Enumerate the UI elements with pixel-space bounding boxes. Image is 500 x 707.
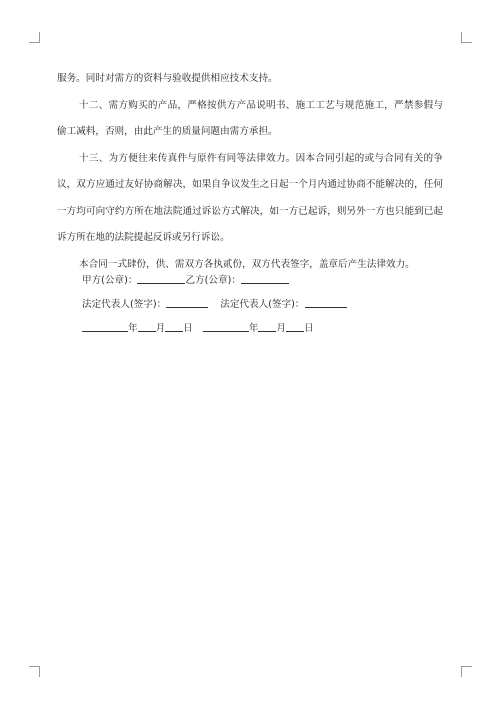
continued-line: 服务。同时对需方的资料与验收提供相应技术支持。 (57, 73, 278, 84)
page-corner-bottom-right (461, 666, 472, 677)
date-b-month-blank[interactable] (258, 321, 276, 332)
page-corner-top-right (461, 32, 472, 43)
date-b-day-blank[interactable] (286, 321, 304, 332)
month-label: 月 (276, 323, 286, 334)
page-corner-bottom-left (29, 666, 40, 677)
day-label: 日 (183, 323, 193, 334)
month-label: 月 (155, 323, 166, 334)
party-b-label: 乙方(公章)： (185, 275, 241, 286)
clause-twelve: 十二、需方购买的产品，严格按供方产品说明书、施工工艺与规范施工，严禁参假与偷工减料，否则，由此产生的质量问题由需方承担。 (57, 99, 443, 137)
contract-body (57, 66, 443, 278)
page-corner-top-left (29, 32, 40, 43)
copies-clause: 本合同一式肆份，供、需双方各执贰份，双方代表签字，盖章后产生法律效力。 (79, 258, 415, 270)
date-a-month-blank[interactable] (138, 321, 156, 332)
clause-thirteen: 十三、为方便往来传真件与原件有同等法律效力。因本合同引起的或与合同有关的争议，双方应通过友好协商解决，如果自争议发生之日起一个月内通过协商不能解决的，任何一方均可向守约方所在地法院通过诉讼方式解决，如一方已起诉，则另外一方也只能到已起诉方所在地的法院提起反诉或另行诉讼。 (57, 152, 443, 243)
year-label: 年 (128, 323, 138, 334)
party-a-seal-blank[interactable] (137, 273, 185, 284)
party-b-seal-blank[interactable] (241, 273, 289, 284)
date-b-year-blank[interactable] (203, 321, 249, 332)
rep-a-label: 法定代表人(签字)： (82, 299, 167, 310)
party-a-label: 甲方(公章)： (82, 275, 138, 286)
party-seal-line (82, 273, 289, 288)
rep-b-signature-blank[interactable] (305, 297, 347, 308)
day-label: 日 (303, 323, 314, 334)
year-label: 年 (248, 323, 259, 334)
rep-b-label: 法定代表人(签字)： (220, 299, 305, 310)
date-a-year-blank[interactable] (82, 321, 128, 332)
representative-line (82, 297, 347, 312)
date-a-day-blank[interactable] (165, 321, 183, 332)
rep-a-signature-blank[interactable] (166, 297, 208, 308)
date-line (82, 321, 314, 336)
